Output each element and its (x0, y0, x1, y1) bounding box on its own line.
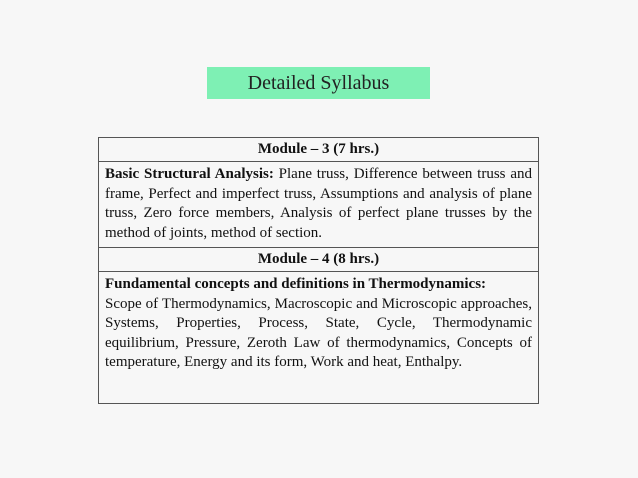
module-4-lead: Fundamental concepts and definitions in Thermodynamics: (105, 276, 487, 292)
module-3-content (99, 162, 538, 248)
module-4-body: Scope of Thermodynamics, Macroscopic and Microscopic approaches, Systems, Properties, Process, State, Cycle, Thermodynamic equilibrium, Pressure, Zeroth Law of thermodynamics, Concepts of temperature, Energy and its form, Work and heat, Enthalpy. (105, 295, 532, 370)
syllabus-table (98, 137, 539, 404)
module-4-content (99, 272, 538, 404)
page-title: Detailed Syllabus (207, 67, 430, 99)
module-3-heading: Module – 3 (7 hrs.) (99, 138, 538, 162)
module-3-body: Plane truss, Difference between truss and frame, Perfect and imperfect truss, Assumptions and analysis of plane truss, Zero force members, Analysis of perfect plane trusses by the method of joints, method of section. (105, 166, 532, 241)
module-4-heading: Module – 4 (8 hrs.) (99, 248, 538, 272)
module-3-lead: Basic Structural Analysis: (105, 166, 274, 182)
